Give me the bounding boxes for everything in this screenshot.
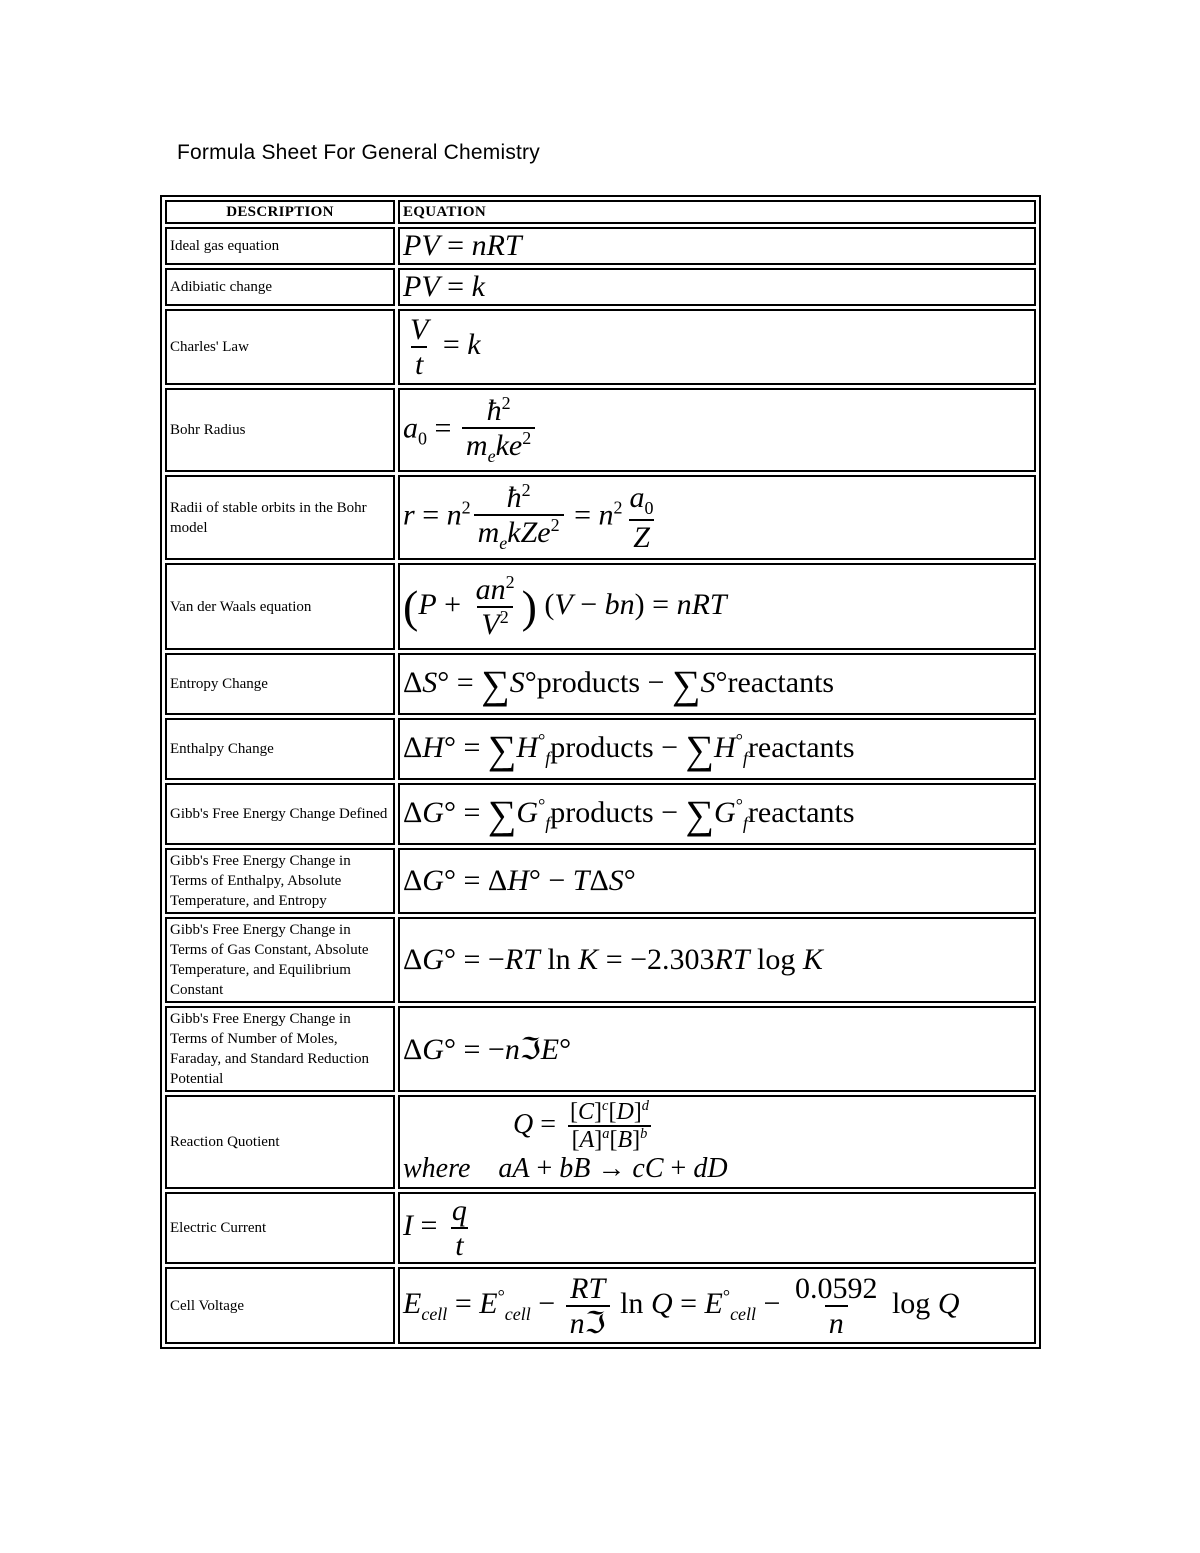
table-row <box>165 1095 1036 1189</box>
table-row <box>165 227 1036 265</box>
description-header: DESCRIPTION <box>165 200 395 224</box>
row-description: Van der Waals equation <box>165 563 395 650</box>
row-description: Gibb's Free Energy Change in Terms of Enthalpy, Absolute Temperature, and Entropy <box>165 848 395 914</box>
row-description: Adibiatic change <box>165 268 395 306</box>
table-row <box>165 268 1036 306</box>
page-title: Formula Sheet For General Chemistry <box>177 141 540 164</box>
row-description: Radii of stable orbits in the Bohr model <box>165 475 395 560</box>
row-description: Gibb's Free Energy Change Defined <box>165 783 395 845</box>
table-row <box>165 1006 1036 1092</box>
row-description: Entropy Change <box>165 653 395 715</box>
equation-electric-current: I = $\frac{q}{t}$ <box>398 1192 1036 1264</box>
table-row <box>165 388 1036 472</box>
table-row <box>165 653 1036 715</box>
table-row <box>165 563 1036 650</box>
table-row <box>165 475 1036 560</box>
row-description: Charles' Law <box>165 309 395 385</box>
equation-adiabatic: PV = k <box>398 268 1036 306</box>
equation-gibbs-enthalpy-entropy: ΔG° = ΔH° − TΔS° <box>398 848 1036 914</box>
row-description: Reaction Quotient <box>165 1095 395 1189</box>
table-row <box>165 718 1036 780</box>
row-description: Bohr Radius <box>165 388 395 472</box>
equation-gibbs-cell-potential: ΔG° = −nℑE° <box>398 1006 1036 1092</box>
table-row <box>165 1267 1036 1344</box>
equation-ideal-gas: PV = nRT <box>398 227 1036 265</box>
table-row <box>165 848 1036 914</box>
table-row <box>165 309 1036 385</box>
row-description: Gibb's Free Energy Change in Terms of Number of Moles, Faraday, and Standard Reduction Potential <box>165 1006 395 1092</box>
equation-charles-law: $\frac{V}{t}$ = k <box>398 309 1036 385</box>
equation-enthalpy-change: $\Delta H^\circ = \sum H^\circ_fproducts$ − $\sum H^\circ_freactants$ <box>398 718 1036 780</box>
table-row <box>165 1192 1036 1264</box>
equation-van-der-waals: (P + $\frac{an^2}{V^2}$ ) (V − bn) = nRT <box>398 563 1036 650</box>
table-row <box>165 917 1036 1003</box>
row-description: Ideal gas equation <box>165 227 395 265</box>
equation-header: EQUATION <box>398 200 1036 224</box>
row-description: Gibb's Free Energy Change in Terms of Gas Constant, Absolute Temperature, and Equilibrium Constant <box>165 917 395 1003</box>
formula-table <box>160 195 1041 1349</box>
header-row <box>165 200 1036 224</box>
equation-bohr-radius: $a_0$ = $\frac{ħ^2}{m_eke^2}$ <box>398 388 1036 472</box>
equation-bohr-orbit-radii: $r = n^2$ $\frac{ħ^2}{m_ekZe^2}$ = $n^2$ $\frac{a_0}{Z}$ <box>398 475 1036 560</box>
equation-gibbs-equilibrium: ΔG° = −RT ln K = −2.303RT log K <box>398 917 1036 1003</box>
row-description: Enthalpy Change <box>165 718 395 780</box>
equation-entropy-change: ΔS° = ∑S°products − ∑S°reactants <box>398 653 1036 715</box>
table-row <box>165 783 1036 845</box>
equation-reaction-quotient: Q = $\frac{[C]^c[D]^d}{[A]^a[B]^b}$ where aA + bB → cC + dD <box>398 1095 1036 1189</box>
row-description: Electric Current <box>165 1192 395 1264</box>
equation-cell-voltage: $E_{cell} = E^\circ_{cell}$ − $\frac{RT}{\text{nℑ}}$ $\ln Q = E^\circ_{cell}$ − $\frac{0.0592}{n}$ log Q <box>398 1267 1036 1344</box>
row-description: Cell Voltage <box>165 1267 395 1344</box>
equation-gibbs-defined: $\Delta G^\circ = \sum G^\circ_fproducts$ − $\sum G^\circ_freactants$ <box>398 783 1036 845</box>
